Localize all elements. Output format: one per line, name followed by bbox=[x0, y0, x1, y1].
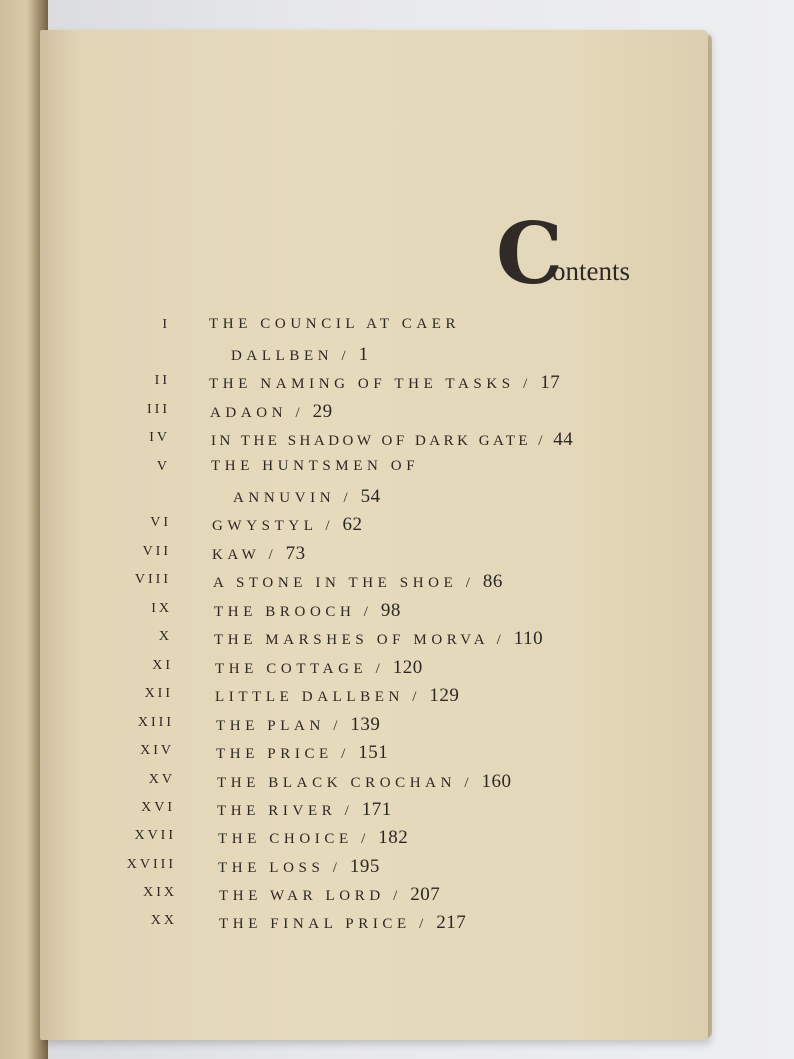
chapter-page: 44 bbox=[553, 429, 574, 450]
chapter-title-text: THE RIVER bbox=[217, 803, 337, 819]
chapter-number: XVIII bbox=[126, 857, 176, 872]
chapter-title-text: THE BLACK CROCHAN bbox=[217, 775, 457, 791]
chapter-page: 171 bbox=[361, 799, 392, 820]
chapter-number: III bbox=[147, 402, 170, 417]
chapter-title: THE NAMING OF THE TASKS / 17 bbox=[209, 372, 561, 393]
toc-entry bbox=[0, 313, 794, 341]
chapter-number: V bbox=[156, 459, 170, 474]
chapter-page: 195 bbox=[349, 856, 380, 877]
chapter-title-text: THE CHOICE bbox=[218, 831, 353, 847]
chapter-number: XX bbox=[150, 913, 177, 928]
chapter-title-text: THE LOSS bbox=[218, 860, 325, 876]
chapter-page: 139 bbox=[350, 714, 381, 735]
chapter-title: KAW / 73 bbox=[212, 543, 306, 564]
toc-entry bbox=[0, 654, 794, 682]
toc-entry bbox=[0, 625, 794, 653]
toc-entry bbox=[0, 796, 794, 824]
chapter-number: I bbox=[162, 317, 170, 332]
chapter-title: LITTLE DALLBEN / 129 bbox=[215, 685, 460, 706]
chapter-title-cont-text: ANNUVIN bbox=[233, 490, 336, 506]
chapter-page: 29 bbox=[312, 401, 333, 422]
chapter-title-text: LITTLE DALLBEN bbox=[215, 689, 404, 705]
chapter-title-text: THE MARSHES OF MORVA bbox=[214, 632, 489, 648]
chapter-title: A STONE IN THE SHOE / 86 bbox=[213, 571, 503, 592]
chapter-title: THE BROOCH / 98 bbox=[214, 600, 401, 621]
chapter-title: THE WAR LORD / 207 bbox=[219, 884, 441, 905]
chapter-title-text: ADAON bbox=[210, 405, 288, 421]
chapter-page: 54 bbox=[360, 486, 381, 507]
chapter-title-text: THE COTTAGE bbox=[215, 661, 368, 677]
chapter-title: THE COTTAGE / 120 bbox=[215, 657, 423, 678]
chapter-number: XIV bbox=[140, 743, 174, 758]
chapter-page: 217 bbox=[436, 912, 467, 933]
toc-entry bbox=[0, 597, 794, 625]
chapter-number: XI bbox=[152, 658, 173, 673]
chapter-number: XIX bbox=[143, 885, 177, 900]
toc-entry bbox=[0, 881, 794, 909]
chapter-title: ADAON / 29 bbox=[210, 401, 333, 422]
toc-entry bbox=[0, 511, 794, 539]
toc-entry bbox=[0, 711, 794, 739]
heading-rest: ontents bbox=[552, 256, 630, 286]
chapter-page: 110 bbox=[513, 628, 544, 649]
chapter-title-cont: ANNUVIN / 54 bbox=[233, 486, 381, 507]
toc-entry bbox=[0, 568, 794, 596]
chapter-title: THE BLACK CROCHAN / 160 bbox=[217, 771, 512, 792]
chapter-title-text: THE BROOCH bbox=[214, 604, 356, 620]
toc-entry bbox=[0, 426, 794, 454]
chapter-title: THE CHOICE / 182 bbox=[218, 827, 409, 848]
chapter-page: 62 bbox=[342, 514, 363, 535]
chapter-page: 182 bbox=[378, 827, 409, 848]
chapter-title-text: IN THE SHADOW OF DARK GATE bbox=[211, 433, 532, 449]
chapter-number: XII bbox=[144, 686, 173, 701]
chapter-title-text: THE WAR LORD bbox=[219, 888, 385, 904]
chapter-page: 151 bbox=[358, 742, 389, 763]
chapter-page: 17 bbox=[540, 372, 561, 393]
toc-entry bbox=[0, 369, 794, 397]
chapter-title-text: GWYSTYL bbox=[212, 518, 317, 534]
chapter-title-text: KAW bbox=[212, 547, 261, 563]
chapter-number: IV bbox=[149, 430, 170, 445]
toc-entry bbox=[0, 768, 794, 796]
chapter-page: 120 bbox=[392, 657, 423, 678]
chapter-page: 1 bbox=[358, 344, 369, 365]
chapter-page: 73 bbox=[285, 543, 306, 564]
toc-entry-continuation bbox=[0, 341, 794, 369]
chapter-number: XVII bbox=[134, 828, 176, 843]
toc-entry bbox=[0, 824, 794, 852]
chapter-title-cont-text: DALLBEN bbox=[231, 348, 334, 364]
chapter-title: THE LOSS / 195 bbox=[218, 856, 380, 877]
chapter-page: 207 bbox=[410, 884, 441, 905]
chapter-number: VIII bbox=[134, 572, 171, 587]
chapter-number: XVI bbox=[141, 800, 175, 815]
chapter-page: 98 bbox=[380, 600, 401, 621]
toc-entry bbox=[0, 682, 794, 710]
chapter-number: XV bbox=[148, 772, 175, 787]
chapter-title-text: THE PRICE bbox=[216, 746, 333, 762]
chapter-number: IX bbox=[151, 601, 172, 616]
heading-drop-letter: C bbox=[496, 204, 563, 303]
chapter-title-text: A STONE IN THE SHOE bbox=[213, 575, 458, 591]
chapter-number: X bbox=[158, 629, 172, 644]
chapter-title: THE MARSHES OF MORVA / 110 bbox=[214, 628, 544, 649]
chapter-number: VII bbox=[142, 544, 171, 559]
chapter-title: THE FINAL PRICE / 217 bbox=[219, 912, 467, 933]
chapter-page: 129 bbox=[429, 685, 460, 706]
toc-entry bbox=[0, 853, 794, 881]
toc-entry-continuation bbox=[0, 483, 794, 511]
chapter-number: VI bbox=[150, 515, 171, 530]
chapter-number: XIII bbox=[137, 715, 174, 730]
toc-entry bbox=[0, 739, 794, 767]
chapter-title: THE COUNCIL AT CAER bbox=[209, 316, 461, 332]
toc-entry bbox=[0, 909, 794, 937]
toc-entry bbox=[0, 398, 794, 426]
chapter-number: II bbox=[154, 373, 170, 388]
chapter-title-text: THE NAMING OF THE TASKS bbox=[209, 376, 515, 392]
chapter-title-cont: DALLBEN / 1 bbox=[231, 344, 369, 365]
chapter-title: THE RIVER / 171 bbox=[217, 799, 392, 820]
chapter-title: THE PLAN / 139 bbox=[216, 714, 381, 735]
chapter-title: IN THE SHADOW OF DARK GATE / 44 bbox=[211, 429, 574, 450]
toc-entry bbox=[0, 540, 794, 568]
chapter-page: 160 bbox=[481, 771, 512, 792]
chapter-title: THE PRICE / 151 bbox=[216, 742, 389, 763]
chapter-title: GWYSTYL / 62 bbox=[212, 514, 363, 535]
chapter-title-text: THE PLAN bbox=[216, 718, 325, 734]
chapter-title-text: THE FINAL PRICE bbox=[219, 916, 411, 932]
chapter-page: 86 bbox=[482, 571, 503, 592]
toc-entry bbox=[0, 455, 794, 483]
chapter-title: THE HUNTSMEN OF bbox=[211, 458, 420, 474]
